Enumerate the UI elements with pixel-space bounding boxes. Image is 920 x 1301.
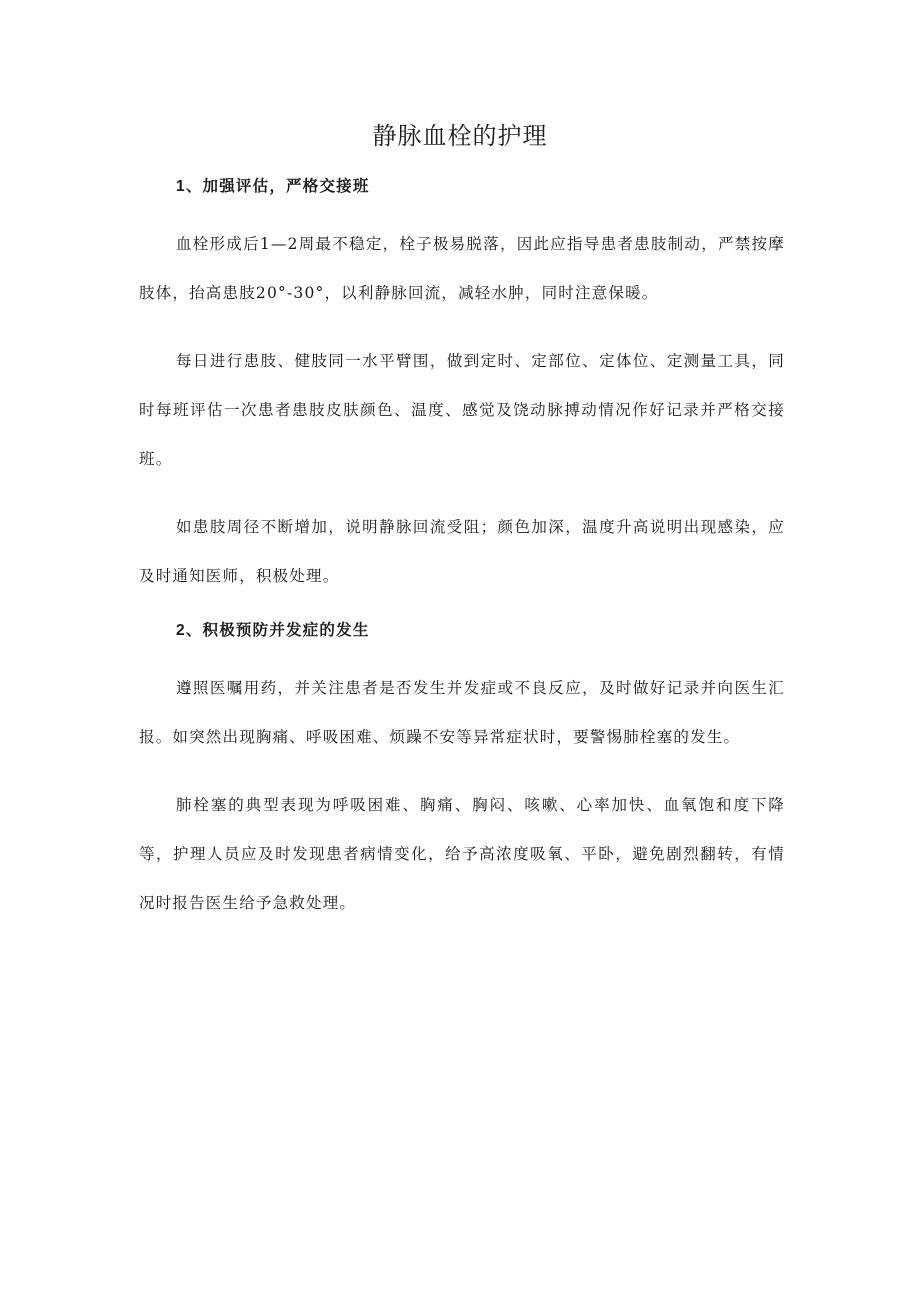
section-heading <box>139 171 785 201</box>
section-heading <box>139 615 785 645</box>
document-body <box>139 171 785 928</box>
paragraph: 血栓形成后1—2周最不稳定，栓子极易脱落，因此应指导患者患肢制动，严禁按摩肢体，抬高患肢20°-30°，以利静脉回流，减轻水肿，同时注意保暖。 <box>139 235 785 302</box>
paragraph: 如患肢周径不断增加，说明静脉回流受阻；颜色加深，温度升高说明出现感染，应及时通知医师，积极处理。 <box>139 518 785 585</box>
paragraph: 遵照医嘱用药，并关注患者是否发生并发症或不良反应，及时做好记录并向医生汇报。如突然出现胸痛、呼吸困难、烦躁不安等异常症状时，要警惕肺栓塞的发生。 <box>139 679 785 746</box>
section-number: 1 <box>176 178 186 195</box>
section-number: 2 <box>176 622 186 639</box>
section-heading-text: 、积极预防并发症的发生 <box>185 620 370 639</box>
section-1 <box>139 171 785 601</box>
document-title: 静脉血栓的护理 <box>372 122 548 150</box>
paragraph: 肺栓塞的典型表现为呼吸困难、胸痛、胸闷、咳嗽、心率加快、血氧饱和度下降等，护理人员应及时发现患者病情变化，给予高浓度吸氧、平卧，避免剧烈翻转，有情况时报告医生给予急救处理。 <box>139 796 785 912</box>
section-heading-text: 、加强评估，严格交接班 <box>185 176 370 195</box>
section-2 <box>139 615 785 928</box>
paragraph: 每日进行患肢、健肢同一水平臂围，做到定时、定部位、定体位、定测量工具，同时每班评估一次患者患肢皮肤颜色、温度、感觉及饶动脉搏动情况作好记录并严格交接班。 <box>139 352 785 468</box>
